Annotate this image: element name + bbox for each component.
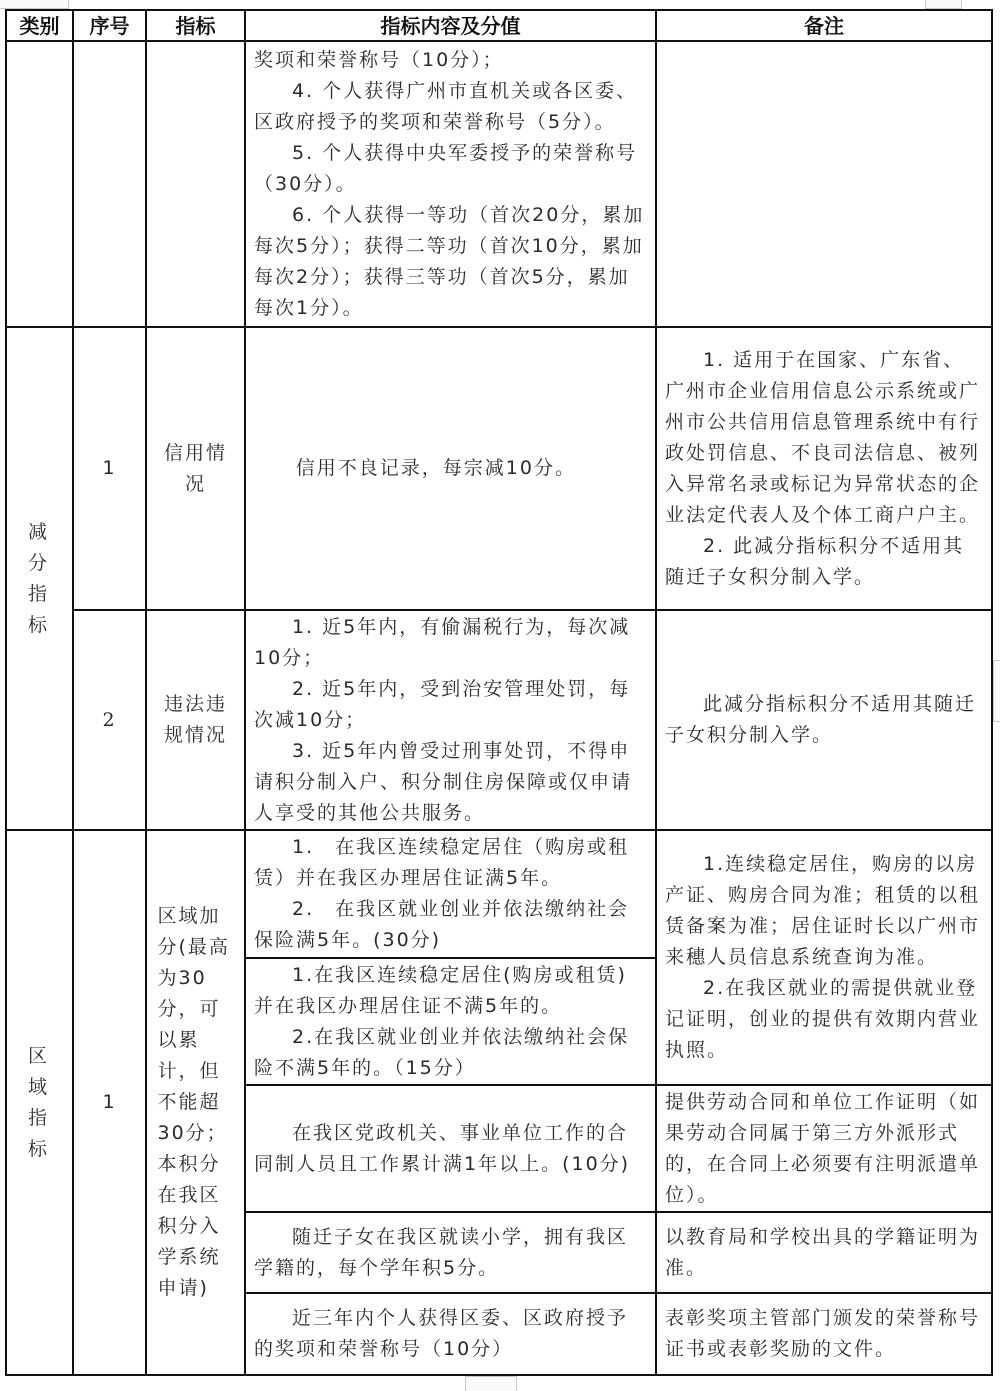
content-paragraph: 信用不良记录，每宗减10分。: [295, 457, 576, 479]
page-corner-mark-right: [993, 660, 1000, 722]
indicator-label: 信用情况: [163, 441, 227, 495]
cell-indicator-empty: [146, 41, 245, 327]
header-indicator: 指标: [146, 10, 245, 41]
cell-category-deduction: [6, 327, 73, 830]
content-paragraph: 2. 近5年内，受到治安管理处罚，每次减10分；: [254, 677, 631, 731]
content-paragraph: 1.在我区连续稳定居住(购房或租赁)并在我区办理居住证不满5年的。: [254, 963, 627, 1017]
cell-remark: [656, 830, 992, 1085]
cell-content: [245, 1293, 656, 1375]
content-paragraph: 随迁子女在我区就读小学，拥有我区学籍的，每个学年积5分。: [254, 1225, 629, 1279]
cell-remark: [656, 327, 992, 610]
category-label: 减分指标: [27, 520, 51, 636]
cell-remark: [656, 1212, 992, 1293]
cell-indicator: [146, 327, 245, 610]
header-remark: 备注: [656, 10, 992, 41]
content-paragraph: 6. 个人获得一等功（首次20分，累加每次5分）；获得二等功（首次10分，累加每次2分）；获得三等功（首次5分，累加每次1分）。: [254, 203, 645, 319]
cell-content: [245, 610, 656, 830]
cell-category-empty: [6, 41, 73, 327]
cell-content: [245, 327, 656, 610]
page-corner-mark-top-right: [925, 0, 962, 9]
content-paragraph: 奖项和荣誉称号（10分）；: [254, 48, 504, 71]
cell-content: [245, 1212, 656, 1293]
remark-paragraph: 2. 此减分指标积分不适用其随迁子女积分制入学。: [665, 534, 965, 588]
table-row-regional-1: [6, 830, 992, 958]
header-content: 指标内容及分值: [245, 10, 656, 41]
content-paragraph: 1. 近5年内，有偷漏税行为，每次减10分；: [254, 615, 631, 669]
indicator-label: 违法违规情况: [163, 693, 227, 746]
cell-remark: [656, 1085, 992, 1212]
remark-paragraph: 以教育局和学校出具的学籍证明为准。: [665, 1225, 981, 1279]
table-row-deduction-credit: [6, 327, 992, 610]
table-row-deduction-violation: [6, 610, 992, 830]
remark-paragraph: 1. 适用于在国家、广东省、广州市企业信用信息公示系统或广州市公共信用信息管理系统中有行政处罚信息、不良司法信息、被列入异常名录或标记为异常状态的企业法定代表人及个体工商户户主。: [665, 348, 981, 526]
remark-paragraph: 表彰奖项主管部门颁发的荣誉称号证书或表彰奖励的文件。: [665, 1307, 981, 1360]
indicator-label: 区域加分(最高为30分，可以累计，但不能超30分；本积分在我区积分入学系统申请): [157, 905, 230, 1299]
cell-content: [245, 830, 656, 958]
table-header-row: [6, 10, 992, 41]
content-paragraph: 4. 个人获得广州市直机关或各区委、区政府授予的奖项和荣誉称号（5分）。: [254, 79, 638, 133]
content-paragraph: 5. 个人获得中央军委授予的荣誉称号（30分）。: [254, 141, 638, 195]
cell-remark: [656, 610, 992, 830]
cell-indicator: [146, 830, 245, 1375]
cell-number-empty: [73, 41, 146, 327]
cell-content: [245, 1085, 656, 1212]
content-paragraph: 2.在我区就业创业并依法缴纳社会保险不满5年的。（15分）: [254, 1025, 630, 1079]
cell-content: [245, 958, 656, 1085]
content-paragraph: 3. 近5年内曾受过刑事处罚，不得申请积分制入户、积分制住房保障或仅申请人享受的其他公共服务。: [254, 739, 633, 824]
remark-paragraph: 提供劳动合同和单位工作证明（如果劳动合同属于第三方外派形式的，在合同上必须要有注明派遣单位）。: [665, 1090, 981, 1206]
cell-remark-empty: [656, 41, 992, 327]
page-corner-mark-top-left: [0, 0, 69, 9]
content-paragraph: 1. 在我区连续稳定居住（购房或租赁）并在我区办理居住证满5年。: [254, 836, 630, 889]
cell-number: 1: [73, 327, 146, 610]
category-label: 区域指标: [27, 1044, 51, 1160]
cell-remark: [656, 1293, 992, 1375]
page-corner-mark-bottom: [465, 1376, 517, 1391]
content-paragraph: 在我区党政机关、事业单位工作的合同制人员且工作累计满1年以上。(10分): [254, 1121, 631, 1175]
table-row-continuation: [6, 41, 992, 327]
cell-content: [245, 41, 656, 327]
header-number: 序号: [73, 10, 146, 41]
cell-number: 2: [73, 610, 146, 830]
cell-category-regional: [6, 830, 73, 1375]
points-table: [5, 9, 993, 1376]
header-category: 类别: [6, 10, 73, 41]
cell-indicator: [146, 610, 245, 830]
content-paragraph: 近三年内个人获得区委、区政府授予的奖项和荣誉称号（10分）: [254, 1307, 629, 1360]
content-paragraph: 2. 在我区就业创业并依法缴纳社会保险满5年。(30分): [254, 898, 630, 951]
remark-paragraph: 2.在我区就业的需提供就业登记证明，创业的提供有效期内营业执照。: [665, 977, 981, 1061]
remark-paragraph: 1.连续稳定居住，购房的以房产证、购房合同为准；租赁的以租赁备案为准；居住证时长以广州市来穗人员信息系统查询为准。: [665, 853, 981, 968]
remark-paragraph: 此减分指标积分不适用其随迁子女积分制入学。: [665, 693, 977, 746]
cell-number: 1: [73, 830, 146, 1375]
